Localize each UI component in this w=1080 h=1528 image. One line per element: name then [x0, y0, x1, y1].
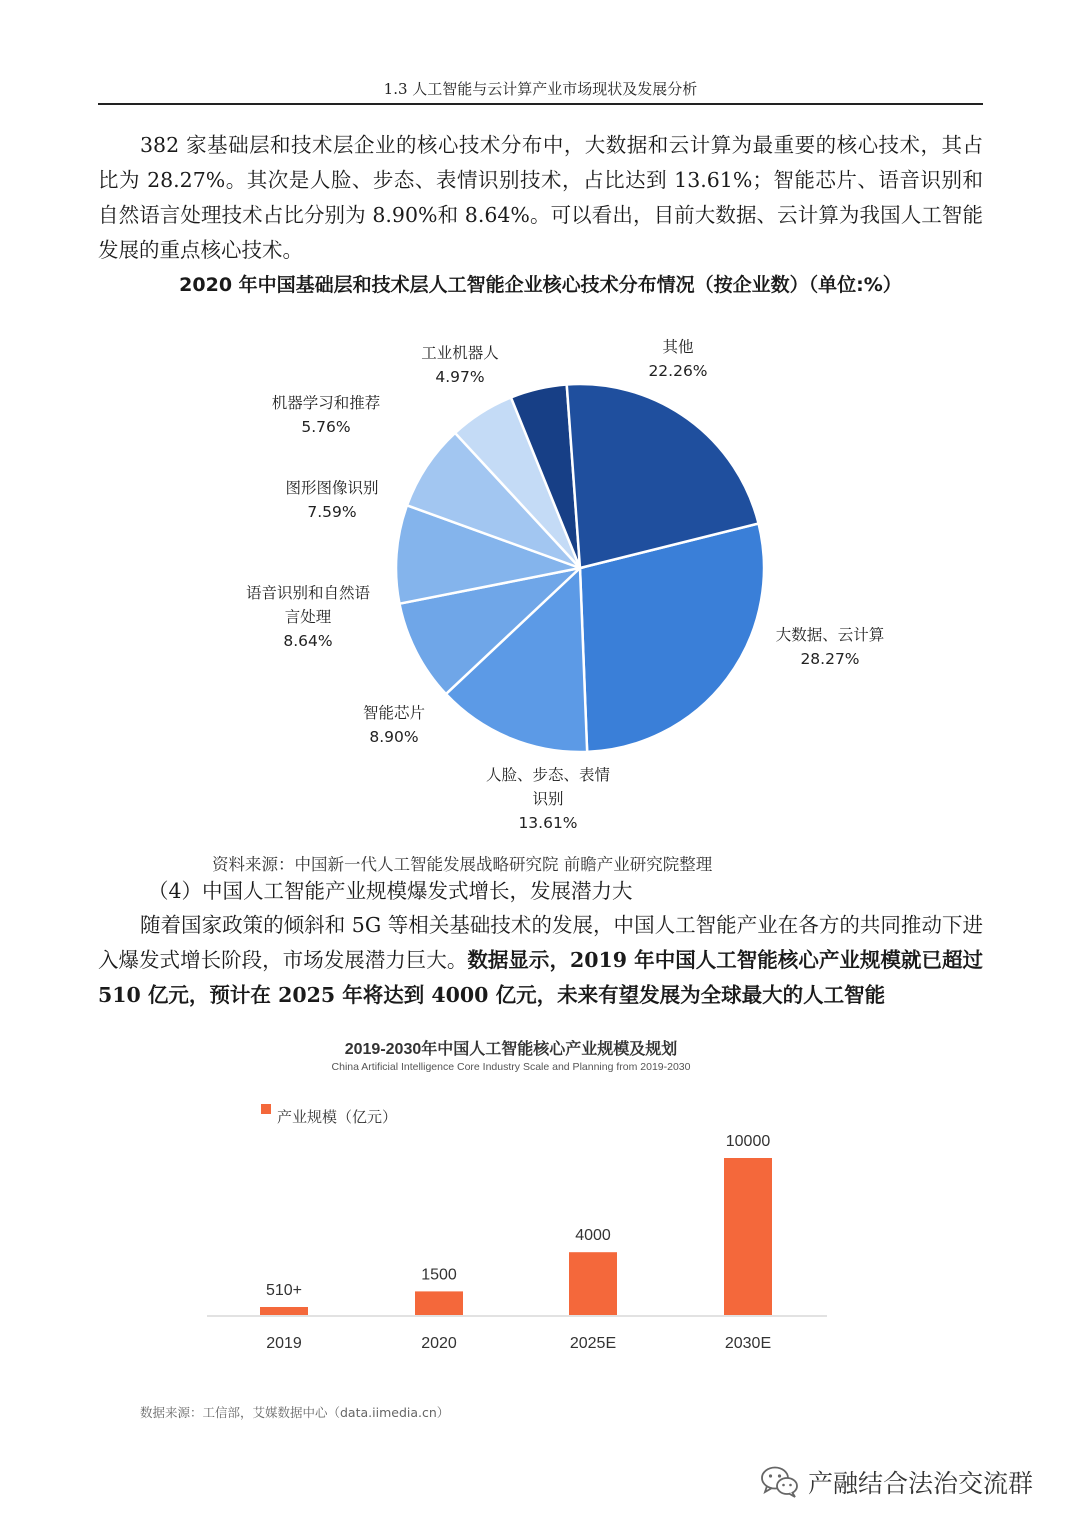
x-tick-label: 2019	[266, 1335, 302, 1352]
pie-slice-label	[272, 393, 381, 436]
paragraph-core-tech: 382 家基础层和技术层企业的核心技术分布中，大数据和云计算为最重要的核心技术，其占比为 28.27%。其次是人脸、步态、表情识别技术，占比达到 13.61%；智能芯片、语音识别和自然语言处理技术占比分别为 8.90%和 8.64%。可以看出，目前大数据、云计算为我国人工智能发展的重点核心技术。	[98, 133, 983, 262]
legend-swatch	[261, 1104, 271, 1114]
pie-label-value: 7.59%	[307, 503, 357, 521]
pie-label-value: 8.64%	[283, 632, 333, 650]
watermark	[760, 1462, 1033, 1502]
pie-label-value: 28.27%	[800, 650, 860, 668]
pie-slice-label	[285, 479, 378, 521]
pie-label-value: 5.76%	[301, 418, 351, 436]
pie-chart	[200, 310, 920, 850]
x-tick-label: 2020	[421, 1335, 457, 1352]
pie-slice-label	[776, 626, 885, 668]
x-tick-label: 2030E	[724, 1335, 772, 1352]
bar	[569, 1252, 617, 1315]
pie-label-name: 机器学习和推荐	[271, 394, 381, 412]
pie-label-name: 图形图像识别	[285, 479, 379, 497]
pie-label-name: 工业机器人	[421, 344, 499, 362]
section-heading: （4）中国人工智能产业规模爆发式增长，发展潜力大	[148, 879, 633, 903]
pie-label-value: 22.26%	[648, 362, 708, 380]
paragraph-bold-text: 数据显示，2019 年中国人工智能核心产业规模就已超过 510 亿元，预计在 2025 年将达到 4000 亿元，未来有望发展为全球最大的人工智能	[98, 948, 983, 1007]
pie-chart-source: 资料来源：中国新一代人工智能发展战略研究院 前瞻产业研究院整理	[212, 855, 713, 874]
pie-label-value: 8.90%	[369, 728, 419, 746]
paragraph-industry-scale	[98, 908, 983, 1013]
bar-value-label: 10000	[725, 1133, 771, 1150]
pie-label-name: 其他	[662, 338, 694, 356]
bar-chart-title: 2019-2030年中国人工智能核心产业规模及规划	[344, 1041, 678, 1058]
bar-chart-source: 数据来源：工信部，艾媒数据中心（data.iimedia.cn）	[140, 1405, 450, 1420]
pie-label-value: 13.61%	[518, 814, 578, 832]
watermark-text: 产融结合法治交流群	[808, 1469, 1034, 1498]
pie-label-name: 识别	[532, 790, 564, 808]
bar	[415, 1291, 463, 1315]
running-header: 1.3 人工智能与云计算产业市场现状及发展分析	[98, 78, 983, 105]
pie-slice-label	[486, 765, 611, 832]
paragraph-normal-text: 随着国家政策的倾斜和 5G 等相关基础技术的发展，中国人工智能产业在各方的共同推动下进入爆发式增长阶段，市场发展潜力巨大。	[98, 913, 983, 972]
bar-value-label: 4000	[575, 1227, 611, 1245]
bar	[724, 1158, 772, 1315]
pie-slice-label	[421, 344, 499, 386]
pie-label-name: 大数据、云计算	[775, 626, 885, 644]
wechat-icon	[760, 1465, 800, 1499]
pie-slice-label	[363, 704, 425, 746]
pie-slice-label	[246, 584, 371, 650]
pie-label-name: 智能芯片	[362, 704, 426, 722]
pie-label-value: 4.97%	[435, 368, 485, 386]
pie-label-name: 人脸、步态、表情	[485, 766, 611, 784]
pie-label-name: 言处理	[284, 608, 332, 626]
pie-chart-title: 2020 年中国基础层和技术层人工智能企业核心技术分布情况（按企业数）（单位:%）	[179, 274, 902, 296]
bar	[260, 1307, 308, 1315]
legend-label: 产业规模（亿元）	[277, 1109, 398, 1126]
pie-slice-label	[648, 338, 707, 380]
bar-value-label: 510+	[265, 1282, 303, 1299]
pie-label-name: 语音识别和自然语	[245, 584, 371, 602]
bar-chart-subtitle: China Artificial Intelligence Core Industry Scale and Planning from 2019-2030	[331, 1061, 691, 1073]
bar-chart	[195, 1030, 855, 1370]
x-tick-label: 2025E	[569, 1335, 617, 1352]
bar-value-label: 1500	[421, 1266, 457, 1284]
